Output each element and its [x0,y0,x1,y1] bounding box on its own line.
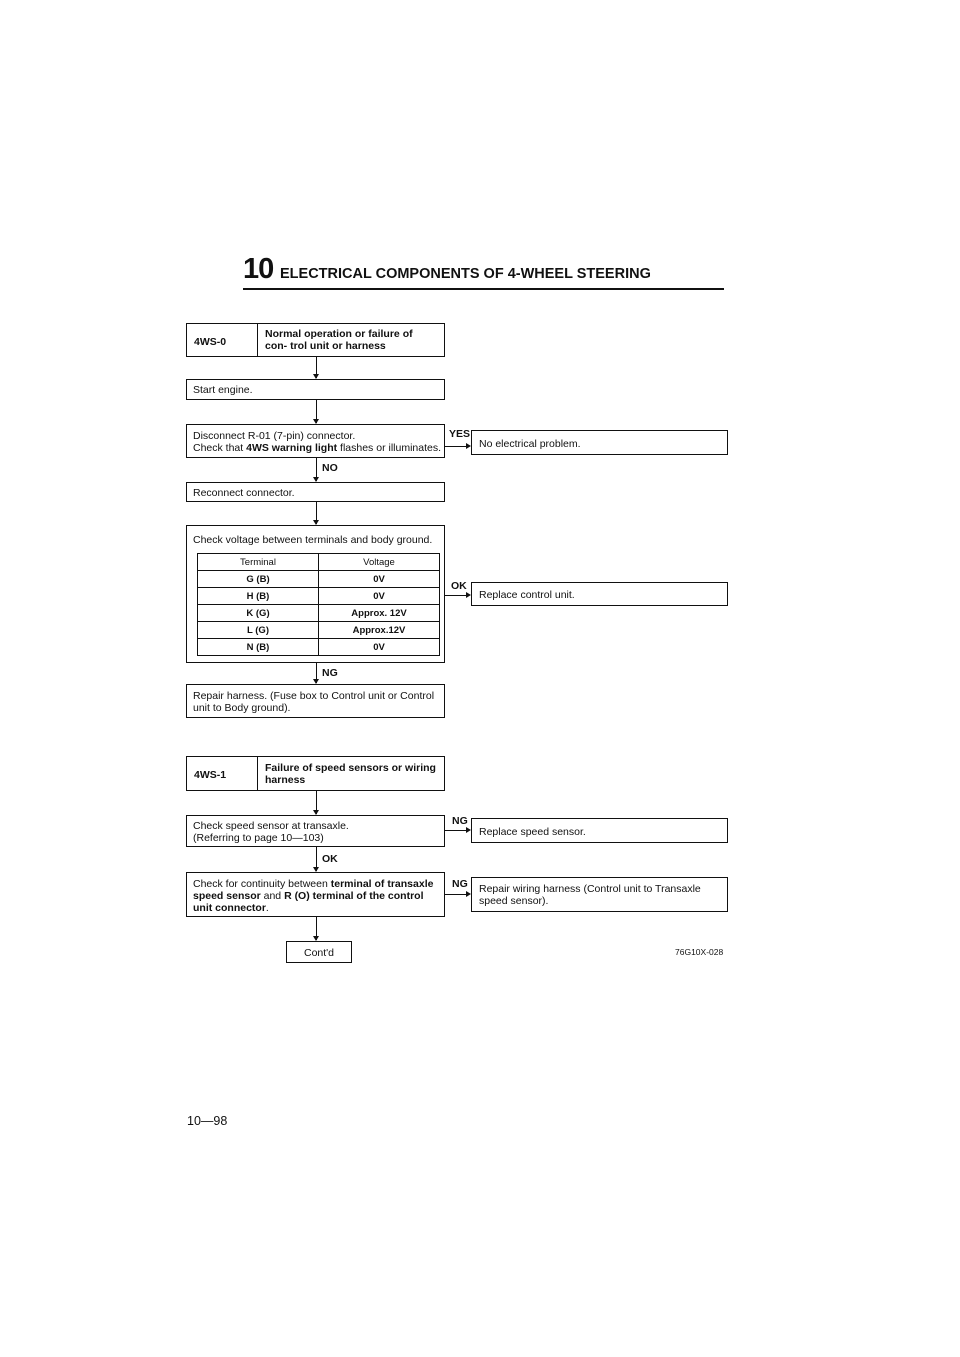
voltage-cell: 0V [319,588,440,605]
chart1-title: Normal operation or failure of con- trol unit or harness [265,328,413,352]
step-reconnect [186,482,445,502]
col-terminal: Terminal [198,554,319,571]
step-disconnect-2b: 4WS warning light [246,442,338,454]
chart2-header-divider [257,757,258,790]
step-check-sensor-line1: Check speed sensor at transaxle. [193,820,349,832]
label-ok-sensor: OK [322,853,338,865]
chart2-code: 4WS-1 [194,769,227,781]
step-continuity-d: R (O) terminal of the control unit connector [193,890,424,914]
step-disconnect-connector [186,424,445,458]
step-disconnect-line2 [193,442,441,454]
voltage-table-header [198,554,440,571]
label-ok: OK [451,580,467,592]
step-continuity-a: Check for continuity between [193,878,331,890]
terminal-cell: H (B) [198,588,319,605]
chart1-header-divider [257,324,258,356]
label-yes: YES [449,428,471,440]
connector-line [445,830,467,831]
voltage-table [197,553,440,656]
step-reconnect-text: Reconnect connector. [193,487,295,499]
result-replace-control-unit [471,582,728,606]
result-no-electrical-problem-text: No electrical problem. [479,438,581,450]
step-start-engine [186,379,445,400]
step-start-engine-text: Start engine. [193,384,253,396]
header-rule [243,288,724,290]
step-check-voltage [186,525,445,663]
label-ng: NG [322,667,338,679]
chart2-header-box [186,756,445,791]
step-repair-harness [186,684,445,718]
contd-box [286,941,352,963]
step-disconnect-2c: flashes or illuminates. [337,442,442,454]
label-ng-continuity: NG [452,878,468,890]
step-check-voltage-text: Check voltage between terminals and body ground. [193,534,433,546]
result-repair-wiring-text: Repair wiring harness (Control unit to Transaxle speed sensor). [479,883,701,907]
table-row [198,639,440,656]
terminal-cell: L (G) [198,622,319,639]
connector-line [445,595,467,596]
step-check-continuity [186,872,445,917]
step-continuity-c: and [260,890,285,902]
result-replace-speed-sensor-text: Replace speed sensor. [479,826,586,838]
table-row [198,622,440,639]
step-continuity-e: . [265,902,269,914]
step-check-speed-sensor [186,815,445,847]
chart2-title: Failure of speed sensors or wiring harness [265,762,436,786]
voltage-cell: 0V [319,639,440,656]
voltage-cell: 0V [319,571,440,588]
chart1-header-box [186,323,445,357]
chart1-code: 4WS-0 [194,336,227,348]
step-repair-harness-text: Repair harness. (Fuse box to Control unit or Control unit to Body ground). [193,690,435,714]
result-no-electrical-problem [471,430,728,455]
table-row [198,605,440,622]
result-repair-wiring-harness [471,877,728,912]
page-number: 10—98 [187,1114,228,1128]
result-replace-control-unit-text: Replace control unit. [479,589,575,601]
result-replace-speed-sensor [471,818,728,843]
chapter-number: 10 [243,253,274,285]
connector-line [445,894,467,895]
step-disconnect-2a: Check that [193,442,247,454]
terminal-cell: K (G) [198,605,319,622]
col-voltage: Voltage [319,554,440,571]
step-disconnect-line1: Disconnect R-01 (7-pin) connector. [193,430,356,442]
voltage-cell: Approx.12V [319,622,440,639]
table-row [198,588,440,605]
label-no: NO [322,462,338,474]
terminal-cell: G (B) [198,571,319,588]
step-continuity-b: terminal of transaxle speed sensor [193,878,434,902]
connector-line [445,446,467,447]
table-row [198,571,440,588]
label-ng-sensor: NG [452,815,468,827]
step-check-sensor-line2: (Referring to page 10—103) [193,832,324,844]
contd-text: Cont'd [303,947,335,959]
terminal-cell: N (B) [198,639,319,656]
chapter-title: ELECTRICAL COMPONENTS OF 4-WHEEL STEERING [280,266,651,282]
figure-code: 76G10X-028 [675,947,724,957]
step-continuity-text [193,878,443,914]
voltage-cell: Approx. 12V [319,605,440,622]
